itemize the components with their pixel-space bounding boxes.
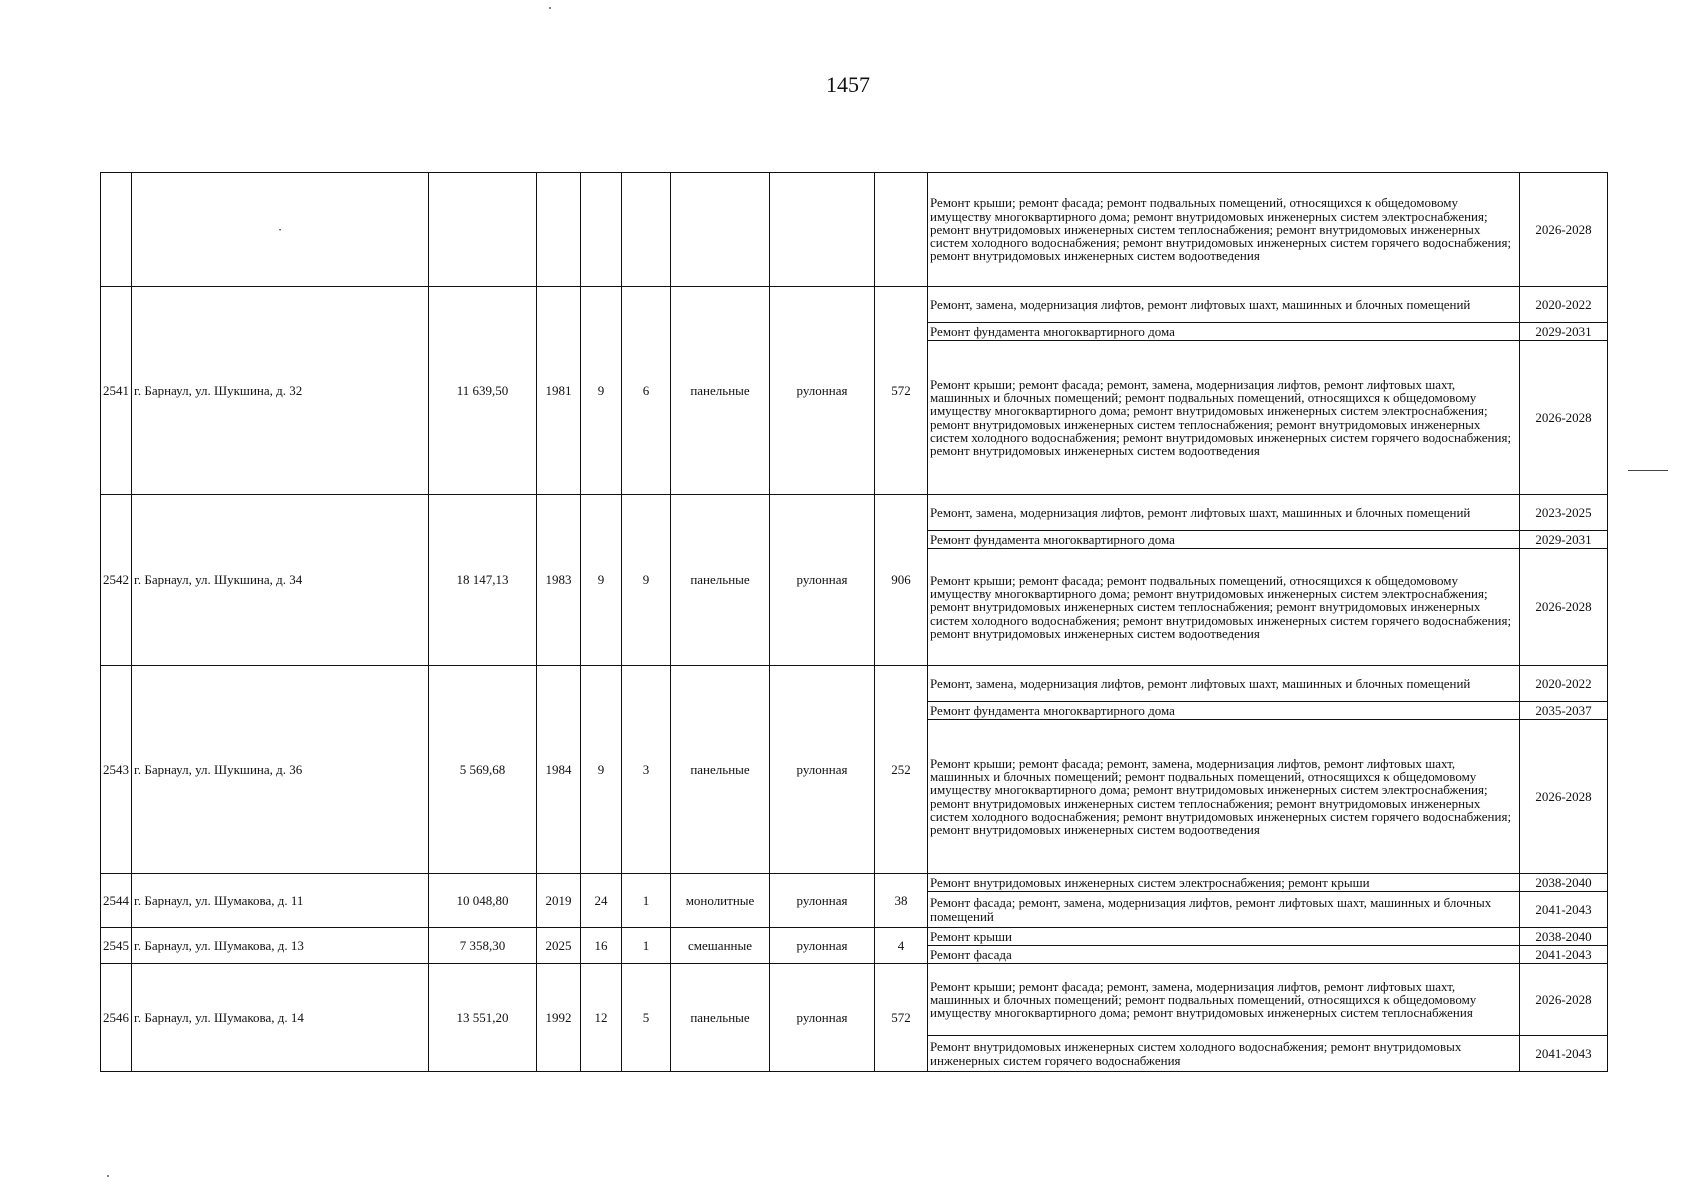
cell-floors: 9 (581, 666, 622, 874)
cell-work: Ремонт внутридомовых инженерных систем холодного водоснабжения; ремонт внутридомовых инженерных систем горячего водоснабжения (928, 1036, 1520, 1072)
cell-no: 2542 (101, 495, 132, 666)
cell-address: г. Барнаул, ул. Шукшина, д. 32 (132, 287, 429, 495)
cell-residents: 252 (875, 666, 928, 874)
cell-work: Ремонт крыши; ремонт фасада; ремонт, замена, модернизация лифтов, ремонт лифтовых шахт, машинных и блочных помещений; ремонт подвальных помещений, относящихся к общедомовому имуществу многоквартирного дома; ремонт внутридомовых инженерных систем теплоснабжения (928, 964, 1520, 1036)
cell-work: Ремонт, замена, модернизация лифтов, ремонт лифтовых шахт, машинных и блочных помещений (928, 287, 1520, 323)
cell-entrances: 1 (622, 928, 671, 964)
cell-work: Ремонт крыши; ремонт фасада; ремонт, замена, модернизация лифтов, ремонт лифтовых шахт, машинных и блочных помещений; ремонт подвальных помещений, относящихся к общедомовому имуществу многоквартирного дома; ремонт внутридомовых инженерных систем электроснабжения; ремонт внутридомовых инженерных систем теплоснабжения; ремонт внутридомовых инженерных систем холодного водоснабжения; ремонт внутридомовых инженерных систем горячего водоснабжения; ремонт внутридомовых инженерных систем водоотведения (928, 341, 1520, 495)
scan-dot (107, 1175, 109, 1177)
cell-floors: 12 (581, 964, 622, 1072)
cell-no: 2541 (101, 287, 132, 495)
cell-period: 2029-2031 (1520, 531, 1608, 549)
cell-work: Ремонт крыши; ремонт фасада; ремонт, замена, модернизация лифтов, ремонт лифтовых шахт, машинных и блочных помещений; ремонт подвальных помещений, относящихся к общедомовому имуществу многоквартирного дома; ремонт внутридомовых инженерных систем электроснабжения; ремонт внутридомовых инженерных систем теплоснабжения; ремонт внутридомовых инженерных систем холодного водоснабжения; ремонт внутридомовых инженерных систем горячего водоснабжения; ремонт внутридомовых инженерных систем водоотведения (928, 720, 1520, 874)
cell-walls: монолитные (671, 874, 770, 928)
cell-area: 18 147,13 (429, 495, 537, 666)
cell-year: 1983 (537, 495, 581, 666)
cell-entrances: 5 (622, 964, 671, 1072)
cell-period: 2020-2022 (1520, 287, 1608, 323)
cell-area: 7 358,30 (429, 928, 537, 964)
cell-residents: 38 (875, 874, 928, 928)
cell-floors (581, 173, 622, 287)
table-row (101, 964, 1608, 1036)
cell-address: · (132, 173, 429, 287)
cell-area: 13 551,20 (429, 964, 537, 1072)
cell-period: 2026-2028 (1520, 341, 1608, 495)
cell-year: 2025 (537, 928, 581, 964)
cell-floors: 24 (581, 874, 622, 928)
cell-address: г. Барнаул, ул. Шукшина, д. 34 (132, 495, 429, 666)
table-row (101, 874, 1608, 892)
cell-period: 2041-2043 (1520, 1036, 1608, 1072)
cell-entrances (622, 173, 671, 287)
cell-address: г. Барнаул, ул. Шумакова, д. 11 (132, 874, 429, 928)
table-row (101, 495, 1608, 531)
cell-work: Ремонт фасада; ремонт, замена, модернизация лифтов, ремонт лифтовых шахт, машинных и блочных помещений (928, 892, 1520, 928)
cell-entrances: 9 (622, 495, 671, 666)
table-row (101, 173, 1608, 287)
cell-residents: 4 (875, 928, 928, 964)
cell-period: 2026-2028 (1520, 173, 1608, 287)
cell-residents (875, 173, 928, 287)
cell-roof: рулонная (770, 928, 875, 964)
cell-period: 2041-2043 (1520, 892, 1608, 928)
table-row (101, 666, 1608, 702)
cell-walls: панельные (671, 666, 770, 874)
cell-work: Ремонт внутридомовых инженерных систем электроснабжения; ремонт крыши (928, 874, 1520, 892)
cell-year: 1992 (537, 964, 581, 1072)
capital-repair-table (100, 172, 1608, 1072)
cell-entrances: 1 (622, 874, 671, 928)
cell-no: 2546 (101, 964, 132, 1072)
cell-roof (770, 173, 875, 287)
cell-period: 2026-2028 (1520, 964, 1608, 1036)
cell-walls: смешанные (671, 928, 770, 964)
scan-dot (549, 7, 551, 9)
cell-walls (671, 173, 770, 287)
cell-period: 2035-2037 (1520, 702, 1608, 720)
cell-roof: рулонная (770, 495, 875, 666)
cell-address: г. Барнаул, ул. Шумакова, д. 14 (132, 964, 429, 1072)
cell-work: Ремонт, замена, модернизация лифтов, ремонт лифтовых шахт, машинных и блочных помещений (928, 666, 1520, 702)
cell-walls: панельные (671, 287, 770, 495)
cell-work: Ремонт фундамента многоквартирного дома (928, 323, 1520, 341)
cell-residents: 572 (875, 287, 928, 495)
cell-address: г. Барнаул, ул. Шукшина, д. 36 (132, 666, 429, 874)
cell-period: 2041-2043 (1520, 946, 1608, 964)
cell-work: Ремонт, замена, модернизация лифтов, ремонт лифтовых шахт, машинных и блочных помещений (928, 495, 1520, 531)
cell-area: 11 639,50 (429, 287, 537, 495)
table-body (101, 173, 1608, 1072)
cell-floors: 9 (581, 495, 622, 666)
cell-year: 1984 (537, 666, 581, 874)
cell-period: 2038-2040 (1520, 928, 1608, 946)
cell-address: г. Барнаул, ул. Шумакова, д. 13 (132, 928, 429, 964)
scan-margin-line (1628, 470, 1668, 471)
cell-area (429, 173, 537, 287)
cell-roof: рулонная (770, 964, 875, 1072)
cell-walls: панельные (671, 495, 770, 666)
cell-no: 2543 (101, 666, 132, 874)
cell-floors: 16 (581, 928, 622, 964)
cell-no: 2544 (101, 874, 132, 928)
cell-residents: 906 (875, 495, 928, 666)
cell-entrances: 6 (622, 287, 671, 495)
cell-year (537, 173, 581, 287)
cell-roof: рулонная (770, 874, 875, 928)
cell-period: 2020-2022 (1520, 666, 1608, 702)
table-row (101, 928, 1608, 946)
cell-period: 2029-2031 (1520, 323, 1608, 341)
cell-year: 2019 (537, 874, 581, 928)
table-row (101, 287, 1608, 323)
cell-work: Ремонт фундамента многоквартирного дома (928, 702, 1520, 720)
cell-residents: 572 (875, 964, 928, 1072)
cell-roof: рулонная (770, 287, 875, 495)
cell-work: Ремонт крыши (928, 928, 1520, 946)
cell-area: 10 048,80 (429, 874, 537, 928)
cell-entrances: 3 (622, 666, 671, 874)
cell-period: 2023-2025 (1520, 495, 1608, 531)
cell-walls: панельные (671, 964, 770, 1072)
cell-period: 2038-2040 (1520, 874, 1608, 892)
cell-work: Ремонт фундамента многоквартирного дома (928, 531, 1520, 549)
cell-period: 2026-2028 (1520, 720, 1608, 874)
cell-area: 5 569,68 (429, 666, 537, 874)
cell-floors: 9 (581, 287, 622, 495)
cell-period: 2026-2028 (1520, 549, 1608, 666)
cell-no: 2545 (101, 928, 132, 964)
page-number: 1457 (826, 72, 870, 97)
cell-work: Ремонт крыши; ремонт фасада; ремонт подвальных помещений, относящихся к общедомовому имуществу многоквартирного дома; ремонт внутридомовых инженерных систем электроснабжения; ремонт внутридомовых инженерных систем теплоснабжения; ремонт внутридомовых инженерных систем холодного водоснабжения; ремонт внутридомовых инженерных систем горячего водоснабжения; ремонт внутридомовых инженерных систем водоотведения (928, 549, 1520, 666)
cell-work: Ремонт крыши; ремонт фасада; ремонт подвальных помещений, относящихся к общедомовому имуществу многоквартирного дома; ремонт внутридомовых инженерных систем электроснабжения; ремонт внутридомовых инженерных систем теплоснабжения; ремонт внутридомовых инженерных систем холодного водоснабжения; ремонт внутридомовых инженерных систем горячего водоснабжения; ремонт внутридомовых инженерных систем водоотведения (928, 173, 1520, 287)
cell-work: Ремонт фасада (928, 946, 1520, 964)
cell-no (101, 173, 132, 287)
cell-roof: рулонная (770, 666, 875, 874)
cell-year: 1981 (537, 287, 581, 495)
